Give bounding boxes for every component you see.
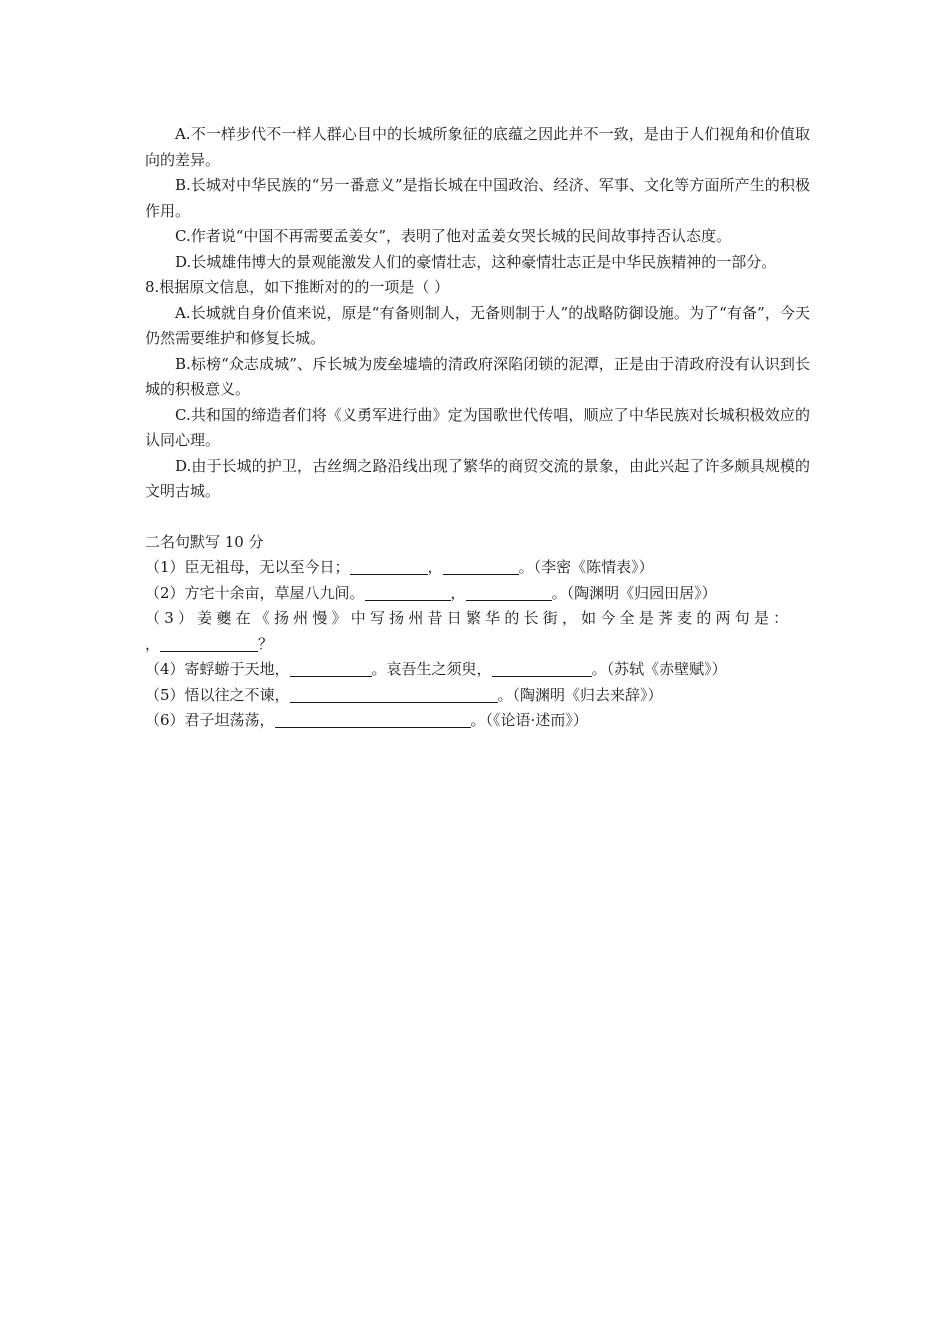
answer-blank[interactable] xyxy=(492,658,592,677)
q8-option-b: B.标榜“众志成城”、斥长城为废垒墟墙的清政府深陷闭锁的泥潭，正是由于清政府没有认识到长城的积极意义。 xyxy=(145,354,810,398)
answer-blank[interactable] xyxy=(275,709,471,728)
section-gap xyxy=(145,505,810,530)
q7-option-b: B.长城对中华民族的“另一番意义”是指长城在中国政治、经济、军事、文化等方面所产生的积极作用。 xyxy=(145,176,810,220)
item2-separator: ， xyxy=(450,583,466,602)
item6-suffix: 。（《论语·述而》） xyxy=(470,711,588,729)
item5-prefix: （5）悟以往之不谏， xyxy=(145,685,290,704)
item1-prefix: （1）臣无祖母，无以至今日； xyxy=(145,558,350,576)
recitation-item-3-blanks xyxy=(145,632,810,658)
item5-suffix: 。（陶渊明《归去来辞》） xyxy=(497,685,663,704)
document-page xyxy=(145,122,810,734)
item1-separator: ， xyxy=(427,558,443,576)
section-title: 二名句默写 10 分 xyxy=(145,532,264,551)
q8-option-a: A.长城就自身价值来说，原是“有备则制人，无备则制于人”的战略防御设施。为了“有备”，今天仍然需要维护和修复长城。 xyxy=(145,303,810,347)
q7-option-c: C.作者说“中国不再需要孟姜女”，表明了他对孟姜女哭长城的民间故事持否认态度。 xyxy=(175,227,732,245)
item4-prefix: （4）寄蜉蝣于天地， xyxy=(145,660,290,678)
q7-option-a: A.不一样步代不一样人群心目中的长城所象征的底蕴之因此并不一致，是由于人们视角和价值取向的差异。 xyxy=(145,125,810,169)
item4-suffix: 。（苏轼《赤壁赋》） xyxy=(591,660,727,678)
answer-blank[interactable] xyxy=(466,582,552,601)
answer-blank[interactable] xyxy=(443,556,519,575)
answer-blank[interactable] xyxy=(350,556,428,575)
item2-prefix: （2）方宅十余亩，草屋八九间。 xyxy=(145,583,365,602)
q8-option-d: D.由于长城的护卫，古丝绸之路沿线出现了繁华的商贸交流的景象，由此兴起了许多颇具规模的文明古城。 xyxy=(145,456,810,500)
item1-suffix: 。（李密《陈情表》） xyxy=(518,558,654,576)
item6-prefix: （6）君子坦荡荡， xyxy=(145,711,275,729)
recitation-item-2 xyxy=(145,581,810,607)
q8-stem: 8.根据原文信息，如下推断对的的一项是（ ） xyxy=(145,278,450,296)
answer-blank[interactable] xyxy=(290,684,498,703)
recitation-item-4 xyxy=(145,657,810,683)
recitation-item-5 xyxy=(145,683,810,709)
item3-text: （3）姜夔在《扬州慢》中写扬州昔日繁华的长街，如今全是荠麦的两句是： xyxy=(145,609,793,627)
recitation-item-1 xyxy=(145,555,810,581)
item3-lead: ， xyxy=(145,634,161,653)
item4-middle: 。哀吾生之须臾， xyxy=(371,660,492,678)
item2-suffix: 。（陶渊明《归园田居》） xyxy=(551,583,717,602)
recitation-item-3 xyxy=(145,606,810,632)
answer-blank[interactable] xyxy=(290,658,372,677)
q8-option-c: C.共和国的缔造者们将《义勇军进行曲》定为国歌世代传唱，顺应了中华民族对长城积极效应的认同心理。 xyxy=(145,405,810,449)
item3-tail: ？ xyxy=(258,634,274,653)
q7-option-d: D.长城雄伟博大的景观能激发人们的豪情壮志，这种豪情壮志正是中华民族精神的一部分。 xyxy=(175,252,777,271)
answer-blank[interactable] xyxy=(160,633,258,652)
recitation-item-6 xyxy=(145,708,810,734)
answer-blank[interactable] xyxy=(365,582,451,601)
